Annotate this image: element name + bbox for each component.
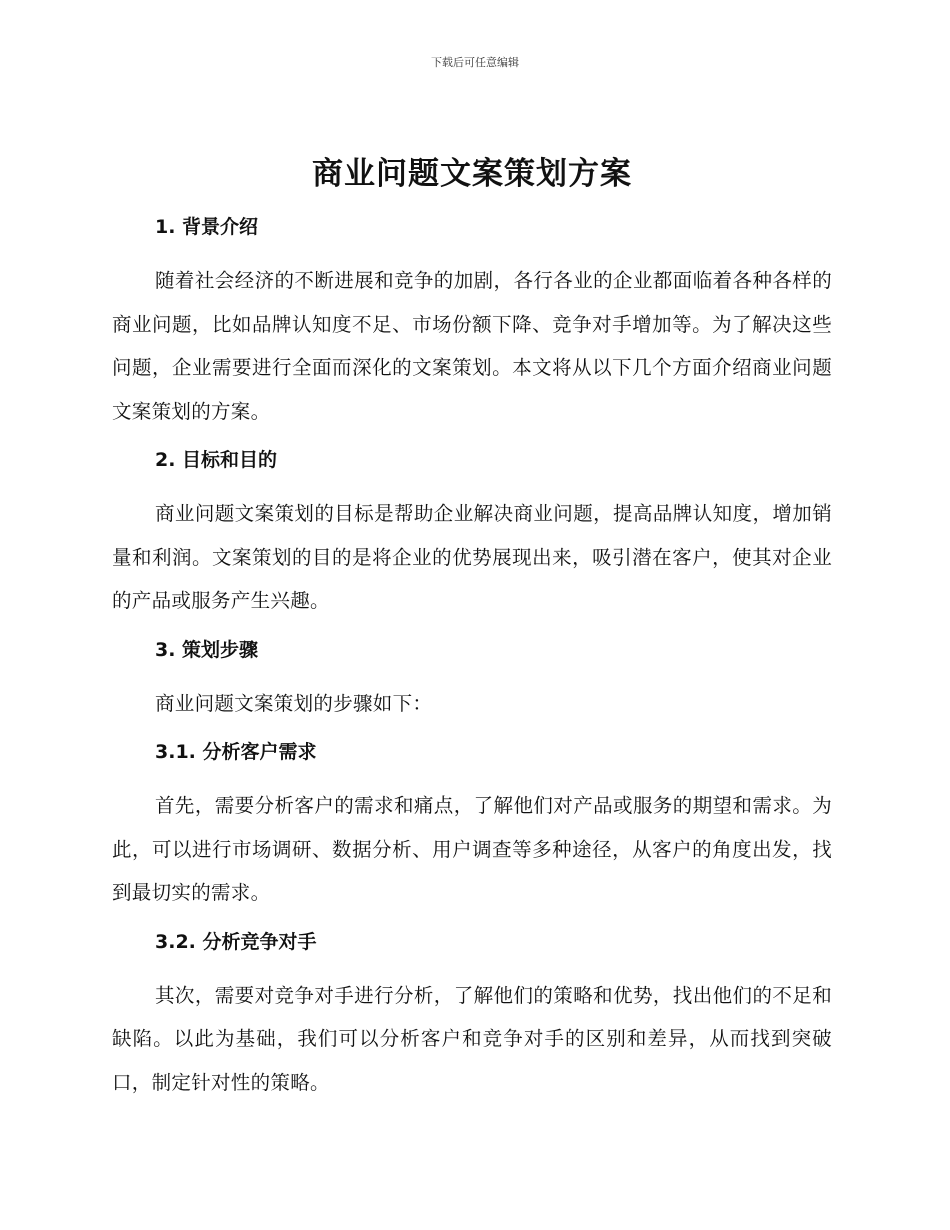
document-body (112, 150, 832, 1116)
page-header: 下载后可任意编辑 (431, 56, 519, 69)
section-body-steps: 商业问题文案策划的步骤如下： (155, 691, 433, 715)
section-heading-background: 1. 背景介绍 (155, 216, 259, 238)
document-title: 商业问题文案策划方案 (312, 156, 632, 192)
section-heading-customer-needs: 3.1. 分析客户需求 (155, 741, 317, 763)
section-body-customer-needs: 首先，需要分析客户的需求和痛点，了解他们对产品或服务的期望和需求。为此，可以进行市场调研、数据分析、用户调查等多种途径，从客户的角度出发，找到最切实的需求。 (112, 794, 832, 904)
section-body-goals: 商业问题文案策划的目标是帮助企业解决商业问题，提高品牌认知度，增加销量和利润。文案策划的目的是将企业的优势展现出来，吸引潜在客户，使其对企业的产品或服务产生兴趣。 (112, 502, 832, 612)
section-body-background: 随着社会经济的不断进展和竞争的加剧，各行各业的企业都面临着各种各样的商业问题，比如品牌认知度不足、市场份额下降、竞争对手增加等。为了解决这些问题，企业需要进行全面而深化的文案策划。本文将从以下几个方面介绍商业问题文案策划的方案。 (112, 269, 832, 423)
section-body-competitors: 其次，需要对竞争对手进行分析，了解他们的策略和优势，找出他们的不足和缺陷。以此为基础，我们可以分析客户和竞争对手的区别和差异，从而找到突破口，制定针对性的策略。 (112, 983, 832, 1094)
section-heading-goals: 2. 目标和目的 (155, 449, 278, 471)
section-heading-steps: 3. 策划步骤 (155, 638, 259, 661)
section-heading-competitors: 3.2. 分析竞争对手 (155, 930, 317, 953)
